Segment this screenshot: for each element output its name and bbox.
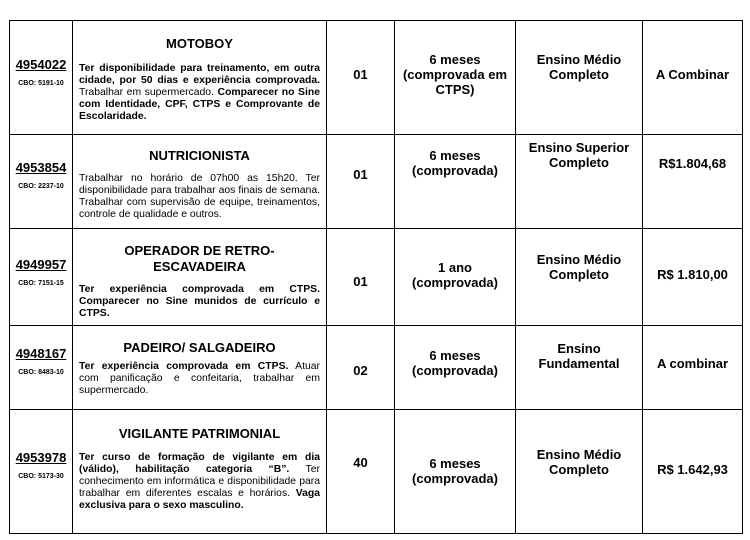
code-cell: [10, 21, 73, 135]
cbo-code: CBO: 2237-10: [18, 183, 64, 190]
job-title: PADEIRO/ SALGADEIRO: [123, 340, 276, 355]
salary-cell: [643, 135, 743, 229]
education-required: Ensino Fundamental: [538, 341, 620, 371]
description-bold-2: Comparecer no Sine com Identidade, CPF, CTPS e Comprovante de Escolaridade.: [79, 87, 320, 122]
salary: A combinar: [656, 356, 729, 371]
description-bold: Ter curso de formação de vigilante em dia (válido), habilitação categoria “B”.: [79, 452, 320, 475]
description-cell: [73, 410, 327, 534]
vacancies-cell: [327, 21, 395, 135]
job-description: [79, 284, 320, 320]
job-description: [79, 452, 320, 512]
vacancies-count: 01: [353, 67, 368, 82]
vacancies-count: 01: [353, 167, 368, 182]
description-normal: Trabalhar no horário de 07h00 as 15h20. Ter disponibilidade para trabalhar aos finais de semana. Trabalhar com supervisão de equipe, treinamentos, controle de qualidade e outros.: [79, 173, 320, 220]
salary: R$ 1.810,00: [657, 267, 728, 282]
description-bold: Ter disponibilidade para treinamento, em outra cidade, por 50 dias e experiência comprovada.: [79, 63, 320, 86]
experience-required: 6 meses (comprovada): [412, 456, 498, 486]
vacancies-count: 40: [353, 455, 368, 470]
description-normal: Trabalhar em supermercado.: [79, 87, 214, 98]
education-cell: [516, 326, 643, 410]
salary: R$1.804,68: [658, 156, 727, 171]
salary-cell: [643, 21, 743, 135]
code-cell: [10, 135, 73, 229]
vacancies-count: 02: [353, 363, 368, 378]
job-title: VIGILANTE PATRIMONIAL: [118, 426, 281, 441]
education-cell: [516, 21, 643, 135]
cbo-code: CBO: 5173-30: [18, 473, 64, 480]
vacancies-cell: [327, 229, 395, 326]
salary-cell: [643, 326, 743, 410]
education-cell: [516, 229, 643, 326]
education-cell: [516, 410, 643, 534]
vacancies-cell: [327, 410, 395, 534]
experience-cell: [395, 21, 516, 135]
education-required: Ensino Médio Completo: [536, 447, 622, 477]
salary: R$ 1.642,93: [657, 462, 728, 477]
job-title: OPERADOR DE RETRO-ESCAVADEIRA: [124, 243, 275, 274]
description-normal: Ter conhecimento em informática e disponibilidade para trabalhar em diferentes escalas e horários.: [79, 464, 320, 499]
description-bold: Ter experiência comprovada em CTPS. Comparecer no Sine munidos de currículo e CTPS.: [79, 284, 320, 319]
description-cell: [73, 326, 327, 410]
cbo-code: CBO: 8483-10: [18, 369, 64, 376]
description-cell: [73, 229, 327, 326]
vacancy-code: 4954022: [15, 57, 67, 72]
cbo-code: CBO: 7151-15: [18, 280, 64, 287]
education-cell: [516, 135, 643, 229]
table-row: [10, 21, 743, 135]
table-row: [10, 229, 743, 326]
description-bold: Ter experiência comprovada em CTPS.: [79, 361, 289, 372]
description-normal: Atuar com panificação e confeitaria, trabalhar em supermercado.: [79, 361, 321, 396]
cbo-code: CBO: 5191-10: [18, 80, 64, 87]
experience-cell: [395, 229, 516, 326]
salary: A Combinar: [655, 67, 730, 82]
job-description: [79, 361, 320, 397]
description-cell: [73, 135, 327, 229]
vacancies-cell: [327, 135, 395, 229]
vacancies-count: 01: [353, 274, 368, 289]
table-row: [10, 135, 743, 229]
experience-required: 6 meses (comprovada): [412, 348, 498, 378]
description-cell: [73, 21, 327, 135]
education-required: Ensino Superior Completo: [528, 140, 630, 170]
code-cell: [10, 410, 73, 534]
vacancy-code: 4948167: [15, 346, 67, 361]
vacancy-code: 4953854: [15, 160, 67, 175]
code-cell: [10, 229, 73, 326]
education-required: Ensino Médio Completo: [536, 252, 622, 282]
experience-cell: [395, 135, 516, 229]
code-cell: [10, 326, 73, 410]
experience-cell: [395, 326, 516, 410]
job-description: [79, 173, 320, 221]
vacancy-code: 4949957: [15, 257, 67, 272]
job-title: NUTRICIONISTA: [149, 148, 250, 163]
experience-required: 1 ano (comprovada): [412, 260, 498, 290]
job-description: [79, 63, 320, 123]
experience-cell: [395, 410, 516, 534]
table-row: [10, 326, 743, 410]
table-row: [10, 410, 743, 534]
job-vacancies-table: [9, 20, 743, 534]
salary-cell: [643, 229, 743, 326]
job-title: MOTOBOY: [166, 36, 233, 51]
education-required: Ensino Médio Completo: [536, 52, 622, 82]
experience-required: 6 meses (comprovada em CTPS): [402, 52, 508, 97]
experience-required: 6 meses (comprovada): [412, 148, 498, 178]
vacancies-cell: [327, 326, 395, 410]
salary-cell: [643, 410, 743, 534]
description-bold-2: Vaga exclusiva para o sexo masculino.: [79, 488, 320, 511]
vacancy-code: 4953978: [15, 450, 67, 465]
